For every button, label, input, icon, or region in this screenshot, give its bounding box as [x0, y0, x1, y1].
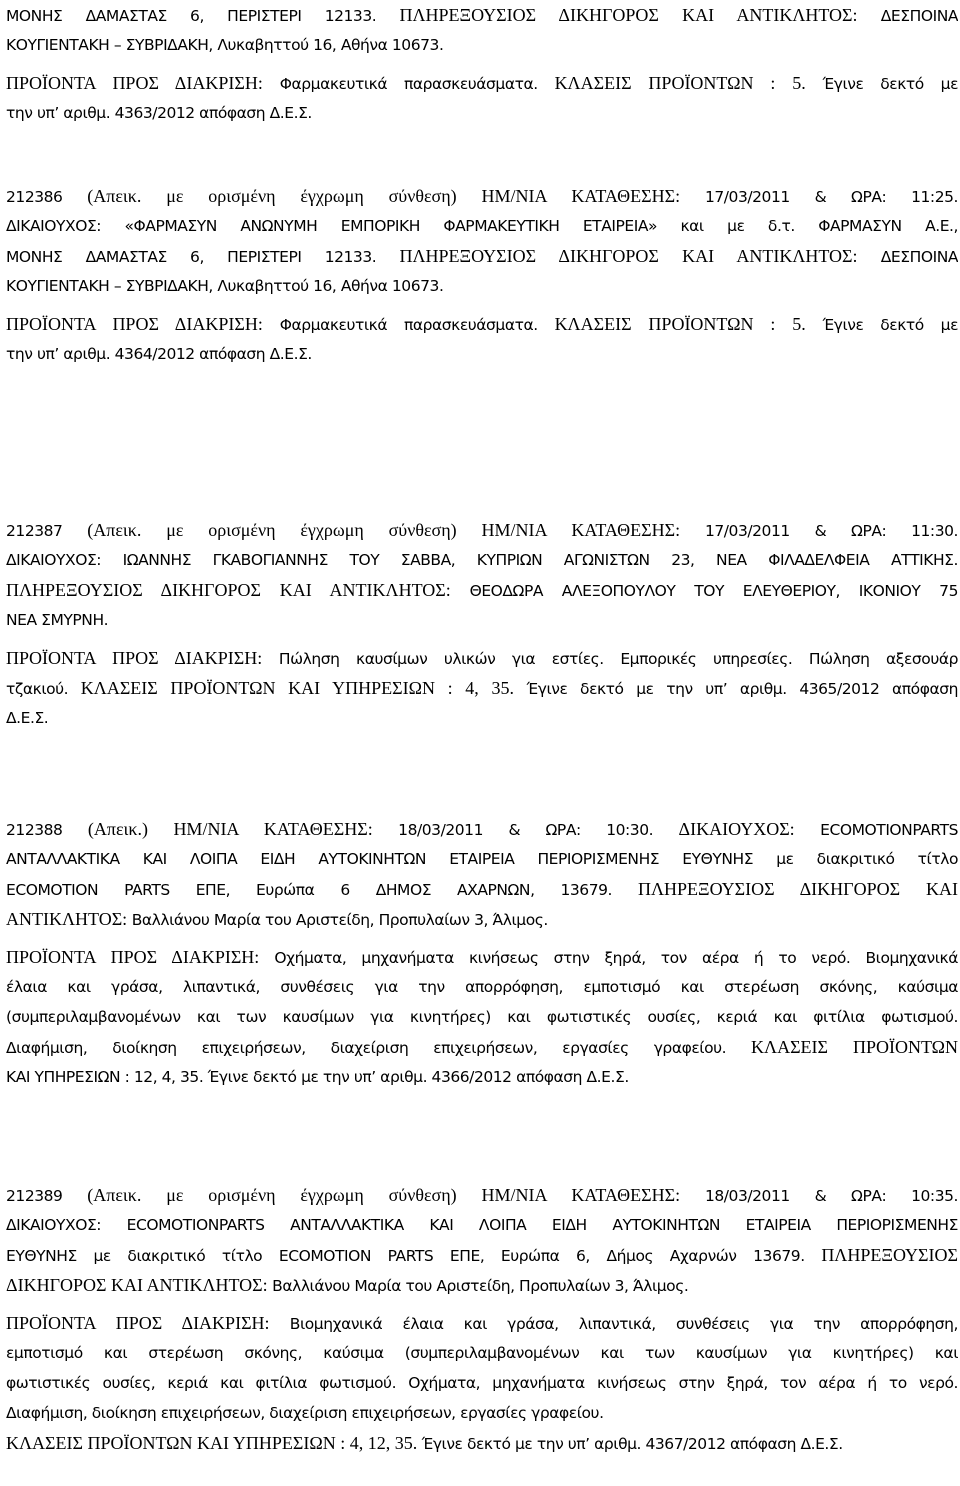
entry-line: ΜΟΝΗΣ ΔΑΜΑΣΤΑΣ 6, ΠΕΡΙΣΤΕΡΙ 12133. ΠΛΗΡΕΞΟΥΣΙΟΣ ΔΙΚΗΓΟΡΟΣ ΚΑΙ ΑΝΤΙΚΛΗΤΟΣ: ΔΕΣΠΟΙΝΑ: [6, 246, 958, 266]
entry-header-line: 212388 (Απεικ.) ΗΜ/ΝΙΑ ΚΑΤΑΘΕΣΗΣ: 18/03/2011 & ΩΡΑ: 10:30. ΔΙΚΑΙΟΥΧΟΣ: ECOMOTIONPARTS: [6, 819, 958, 839]
trademark-entry-212386: [6, 181, 958, 369]
entry-line: ΠΡΟΪΟΝΤΑ ΠΡΟΣ ΔΙΑΚΡΙΣΗ: Φαρμακευτικά παρασκευάσματα. ΚΛΑΣΕΙΣ ΠΡΟΪΟΝΤΩΝ : 5. Έγινε δεκτό με: [6, 314, 958, 334]
entry-line: ΑΝΤΑΛΛΑΚΤΙΚΑ ΚΑΙ ΛΟΙΠΑ ΕΙΔΗ ΑΥΤΟΚΙΝΗΤΩΝ ΕΤΑΙΡΕΙΑ ΠΕΡΙΟΡΙΣΜΕΝΗΣ ΕΥΘΥΝΗΣ με διακριτικό τίτλο: [6, 850, 958, 868]
entry-line: ECOMOTION PARTS ΕΠΕ, Ευρώπα 6 ΔΗΜΟΣ ΑΧΑΡΝΩΝ, 13679. ΠΛΗΡΕΞΟΥΣΙΟΣ ΔΙΚΗΓΟΡΟΣ ΚΑΙ: [6, 879, 958, 899]
entry-header-line: 212387 (Απεικ. με ορισμένη έγχρωμη σύνθεση) ΗΜ/ΝΙΑ ΚΑΤΑΘΕΣΗΣ: 17/03/2011 & ΩΡΑ: 11:30.: [6, 520, 958, 540]
entry-line: έλαια και γράσα, λιπαντικά, συνθέσεις για την απορρόφηση, εμποτισμό και στερέωση σκόνης, καύσιμα: [6, 978, 958, 996]
entry-line: ΚΟΥΓΙΕΝΤΑΚΗ – ΣΥΒΡΙΔΑΚΗ, Λυκαβηττού 16, Αθήνα 10673.: [6, 36, 444, 54]
entry-line: Διαφήμιση, διοίκηση επιχειρήσεων, διαχείριση επιχειρήσεων, εργασίες γραφείου.: [6, 1404, 604, 1422]
entry-line: Διαφήμιση, διοίκηση επιχειρήσεων, διαχείριση επιχειρήσεων, εργασίες γραφείου. ΚΛΑΣΕΙΣ ΠΡΟΪΟΝΤΩΝ: [6, 1037, 958, 1057]
entry-line: ΚΛΑΣΕΙΣ ΠΡΟΪΟΝΤΩΝ ΚΑΙ ΥΠΗΡΕΣΙΩΝ : 4, 12, 35. Έγινε δεκτό με την υπ’ αριθμ. 4367/2012 απόφαση Δ.Ε.Σ.: [6, 1433, 843, 1453]
entry-line: ΑΝΤΙΚΛΗΤΟΣ: Βαλλιάνου Μαρία του Αριστείδη, Προπυλαίων 3, Άλιμος.: [6, 909, 548, 929]
entry-line: ΠΡΟΪΟΝΤΑ ΠΡΟΣ ΔΙΑΚΡΙΣΗ: Πώληση καυσίμων υλικών για εστίες. Εμπορικές υπηρεσίες. Πώληση αξεσουάρ: [6, 648, 958, 668]
entry-line: ΔΙΚΑΙΟΥΧΟΣ: «ΦΑΡΜΑΣΥΝ ΑΝΩΝΥΜΗ ΕΜΠΟΡΙΚΗ ΦΑΡΜΑΚΕΥΤΙΚΗ ΕΤΑΙΡΕΙΑ» και με δ.τ. ΦΑΡΜΑΣΥΝ Α.Ε.,: [6, 217, 958, 235]
entry-line: ΝΕΑ ΣΜΥΡΝΗ.: [6, 611, 109, 629]
trademark-entry-212387: [6, 515, 958, 733]
entry-line: φωτιστικές ουσίες, κεριά και φιτίλια φωτισμού. Οχήματα, μηχανήματα κινήσεως στην ξηρά, τον αέρα ή το νερό.: [6, 1374, 958, 1392]
entry-line: ΔΙΚΗΓΟΡΟΣ ΚΑΙ ΑΝΤΙΚΛΗΤΟΣ: Βαλλιάνου Μαρία του Αριστείδη, Προπυλαίων 3, Άλιμος.: [6, 1275, 689, 1295]
trademark-entry-212389: [6, 1180, 958, 1458]
entry-line: (συμπεριλαμβανομένων και των καυσίμων για κινητήρες) και φωτιστικές ουσίες, κεριά και φιτίλια φωτισμού.: [6, 1008, 958, 1026]
entry-line: Δ.Ε.Σ.: [6, 709, 49, 727]
entry-line: ΜΟΝΗΣ ΔΑΜΑΣΤΑΣ 6, ΠΕΡΙΣΤΕΡΙ 12133. ΠΛΗΡΕΞΟΥΣΙΟΣ ΔΙΚΗΓΟΡΟΣ ΚΑΙ ΑΝΤΙΚΛΗΤΟΣ: ΔΕΣΠΟΙΝΑ: [6, 5, 958, 25]
entry-line: ΠΛΗΡΕΞΟΥΣΙΟΣ ΔΙΚΗΓΟΡΟΣ ΚΑΙ ΑΝΤΙΚΛΗΤΟΣ: ΘΕΟΔΩΡΑ ΑΛΕΞΟΠΟΥΛΟΥ ΤΟΥ ΕΛΕΥΘΕΡΙΟΥ, ΙΚΟΝΙΟΥ 75: [6, 580, 958, 600]
trademark-entry-continued: [6, 0, 958, 128]
entry-line: εμποτισμό και στερέωση σκόνης, καύσιμα (συμπεριλαμβανομένων και των καυσίμων για κινητήρες) και: [6, 1344, 958, 1362]
entry-line: τζακιού. ΚΛΑΣΕΙΣ ΠΡΟΪΟΝΤΩΝ ΚΑΙ ΥΠΗΡΕΣΙΩΝ : 4, 35. Έγινε δεκτό με την υπ’ αριθμ. 4365/2012 απόφαση: [6, 678, 958, 698]
entry-line: ΚΟΥΓΙΕΝΤΑΚΗ – ΣΥΒΡΙΔΑΚΗ, Λυκαβηττού 16, Αθήνα 10673.: [6, 277, 444, 295]
entry-line: ΕΥΘΥΝΗΣ με διακριτικό τίτλο ECOMOTION PARTS ΕΠΕ, Ευρώπα 6, Δήμος Αχαρνών 13679. ΠΛΗΡΕΞΟΥΣΙΟΣ: [6, 1245, 958, 1265]
entry-line: ΚΑΙ ΥΠΗΡΕΣΙΩΝ : 12, 4, 35. Έγινε δεκτό με την υπ’ αριθμ. 4366/2012 απόφαση Δ.Ε.Σ.: [6, 1068, 629, 1086]
entry-header-line: 212389 (Απεικ. με ορισμένη έγχρωμη σύνθεση) ΗΜ/ΝΙΑ ΚΑΤΑΘΕΣΗΣ: 18/03/2011 & ΩΡΑ: 10:35.: [6, 1185, 958, 1205]
entry-line: την υπ’ αριθμ. 4364/2012 απόφαση Δ.Ε.Σ.: [6, 345, 312, 363]
entry-header-line: 212386 (Απεικ. με ορισμένη έγχρωμη σύνθεση) ΗΜ/ΝΙΑ ΚΑΤΑΘΕΣΗΣ: 17/03/2011 & ΩΡΑ: 11:25.: [6, 186, 958, 206]
entry-line: ΠΡΟΪΟΝΤΑ ΠΡΟΣ ΔΙΑΚΡΙΣΗ: Φαρμακευτικά παρασκευάσματα. ΚΛΑΣΕΙΣ ΠΡΟΪΟΝΤΩΝ : 5. Έγινε δεκτό με: [6, 73, 958, 93]
entry-line: ΠΡΟΪΟΝΤΑ ΠΡΟΣ ΔΙΑΚΡΙΣΗ: Βιομηχανικά έλαια και γράσα, λιπαντικά, συνθέσεις για την απορρόφηση,: [6, 1313, 958, 1333]
entry-line: την υπ’ αριθμ. 4363/2012 απόφαση Δ.Ε.Σ.: [6, 104, 312, 122]
trademark-entry-212388: [6, 814, 958, 1092]
entry-line: ΠΡΟΪΟΝΤΑ ΠΡΟΣ ΔΙΑΚΡΙΣΗ: Οχήματα, μηχανήματα κινήσεως στην ξηρά, τον αέρα ή το νερό. Βιομηχανικά: [6, 947, 958, 967]
entry-line: ΔΙΚΑΙΟΥΧΟΣ: ECOMOTIONPARTS ΑΝΤΑΛΛΑΚΤΙΚΑ ΚΑΙ ΛΟΙΠΑ ΕΙΔΗ ΑΥΤΟΚΙΝΗΤΩΝ ΕΤΑΙΡΕΙΑ ΠΕΡΙΟΡΙΣΜΕΝΗΣ: [6, 1216, 958, 1234]
entry-line: ΔΙΚΑΙΟΥΧΟΣ: ΙΩΑΝΝΗΣ ΓΚΑΒΟΓΙΑΝΝΗΣ ΤΟΥ ΣΑΒΒΑ, ΚΥΠΡΙΩΝ ΑΓΩΝΙΣΤΩΝ 23, ΝΕΑ ΦΙΛΑΔΕΛΦΕΙΑ ΑΤΤΙΚΗΣ.: [6, 551, 958, 569]
